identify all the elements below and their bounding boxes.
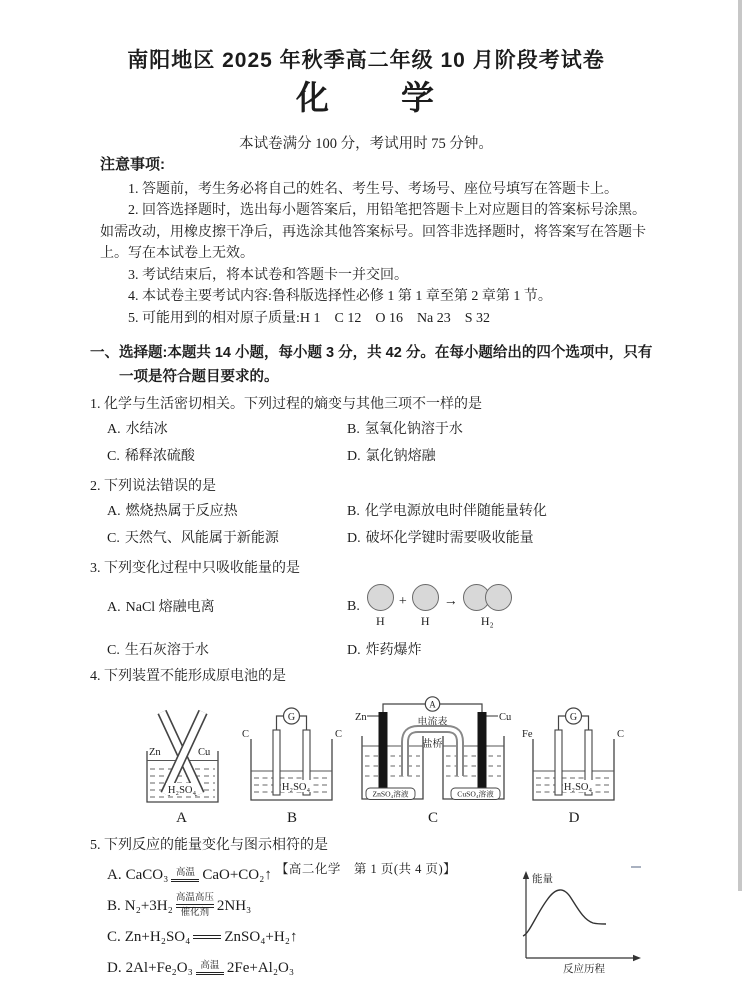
- copper-electrode: [478, 712, 487, 792]
- ammeter-label: 电流表: [417, 717, 448, 729]
- option-c: C. 生石灰溶于水: [107, 643, 209, 659]
- x-axis-arrow: [633, 955, 641, 961]
- solution-label: H₂SO₄: [167, 785, 197, 797]
- solution-label: H₂SO₄: [563, 782, 593, 794]
- energy-diagram: [504, 863, 654, 983]
- equation-list: [90, 859, 297, 983]
- meter-letter: A: [429, 699, 436, 710]
- paper-title: 南阳地区 2025 年秋季高二年级 10 月阶段考试卷: [127, 49, 605, 72]
- cell-diagrams: [90, 696, 656, 830]
- equation-a: A. CaCO₃ 高温 CaO+CO₂↑: [107, 866, 272, 883]
- energy-curve: [523, 890, 606, 936]
- solution-label: CuSO₄溶液: [457, 790, 494, 800]
- notice-item-1: 1. 答题前，考生务必将自己的姓名、考生号、考场号、座位号填写在答题卡上。: [128, 181, 618, 197]
- arrow-icon: →: [443, 594, 458, 610]
- wire: [277, 716, 285, 730]
- section-header: 一、选择题:本题共 14 小题，每小题 3 分，共 42 分。在每小题给出的四个选项中，只有一项是符合题目要求的。: [90, 345, 653, 385]
- question-5: [90, 835, 656, 983]
- cell-b-diagram: [239, 703, 345, 806]
- double-bond-line: [196, 972, 224, 976]
- y-axis-label: 能量: [532, 874, 553, 886]
- option-b-molecule-diagram: B. H + H → H₂: [347, 584, 656, 630]
- double-bond-line: [193, 935, 221, 939]
- question-2-options: [90, 498, 656, 553]
- x-axis-label: 反应历程: [563, 964, 605, 976]
- electrode-label: C: [242, 729, 250, 741]
- page-footer: 【高二化学 第 1 页(共 4 页)】: [275, 862, 457, 876]
- question-3: [90, 558, 656, 661]
- option-a: A. NaCl 熔融电离: [107, 599, 215, 615]
- cell-a-caption: A: [176, 810, 187, 827]
- cell-c-diagram: [355, 696, 511, 806]
- option-c: C. 稀释浓硫酸: [107, 449, 195, 465]
- notice-item-3: 3. 考试结束后，将本试卷和答题卡一并交回。: [128, 267, 408, 283]
- scan-artifact: [631, 866, 641, 868]
- question-4-stem: 4. 下列装置不能形成原电池的是: [90, 669, 286, 685]
- cell-a-diagram: [134, 703, 229, 806]
- notice-block: [100, 154, 656, 329]
- notice-title: 注意事项:: [100, 156, 165, 173]
- reaction-condition-sign: 高温: [171, 868, 199, 883]
- iron-electrode: [555, 730, 562, 795]
- carbon-electrode: [273, 730, 280, 795]
- electrode-label: C: [334, 729, 342, 741]
- question-3-stem: 3. 下列变化过程中只吸收能量的是: [90, 560, 300, 576]
- wire: [299, 716, 307, 730]
- option-c: C. 天然气、风能属于新能源: [107, 531, 279, 547]
- salt-bridge: [405, 729, 460, 776]
- option-d: D. 破坏化学键时需要吸收能量: [347, 531, 534, 547]
- question-1-stem: 1. 化学与生活密切相关。下列过程的熵变与其他三项不一样的是: [90, 396, 482, 412]
- energy-diagram-svg: [504, 863, 654, 975]
- notice-item-4: 4. 本试卷主要考试内容:鲁科版选择性必修 1 第 1 章至第 2 章第 1 节。: [128, 289, 552, 305]
- salt-bridge-inner: [405, 729, 460, 776]
- electrode-label: Cu: [198, 747, 211, 759]
- solution-label: ZnSO₄溶液: [372, 790, 409, 800]
- electrode-label: Zn: [149, 747, 161, 759]
- question-1-options: [90, 416, 656, 471]
- wire: [559, 716, 567, 730]
- scan-edge: [738, 0, 742, 891]
- solution-label: H₂SO₄: [281, 782, 311, 794]
- cell-d-diagram: [521, 703, 627, 806]
- plus-sign: +: [398, 594, 407, 610]
- electrode-label: Zn: [355, 712, 367, 724]
- cell-a: [134, 703, 229, 830]
- wire: [383, 704, 425, 714]
- subject-title: 化 学: [296, 81, 436, 117]
- option-b: B. 化学电源放电时伴随能量转化: [347, 504, 547, 520]
- double-bond-line: [171, 879, 199, 883]
- cell-d-caption: D: [568, 810, 580, 827]
- meter-letter: G: [287, 712, 296, 724]
- cell-c: [355, 696, 511, 830]
- cell-d: [521, 703, 627, 830]
- wire: [581, 716, 589, 730]
- reaction-condition-sign: 高温高压 催化剂: [175, 893, 214, 918]
- exam-meta: 本试卷满分 100 分，考试用时 75 分钟。: [239, 136, 493, 152]
- zinc-electrode: [379, 712, 388, 792]
- option-d: D. 炸药爆炸: [347, 643, 422, 659]
- notice-item-2: 2. 回答选择题时，选出每小题答案后，用铅笔把答题卡上对应题目的答案标号涂黑。如需改动，用橡皮擦干净后，再选涂其他答案标号。回答非选择题时，将答案写在答题卡上。写在本试卷上无效。: [100, 203, 646, 262]
- h-atom: H: [412, 584, 439, 630]
- notice-item-5: 5. 可能用到的相对原子质量:H 1 C 12 O 16 Na 23 S 32: [128, 310, 491, 326]
- reaction-condition-sign: [193, 935, 221, 939]
- salt-bridge-label: 盐桥: [422, 739, 443, 751]
- equation-b: B. N₂+3H₂ 高温高压 催化剂 2NH₃: [107, 893, 252, 918]
- option-a: A. 燃烧热属于反应热: [107, 504, 238, 520]
- cell-b: [239, 703, 345, 830]
- h2-molecule: H₂: [463, 584, 512, 630]
- question-2-stem: 2. 下列说法错误的是: [90, 478, 216, 494]
- question-3-options: [90, 584, 656, 661]
- equation-c: C. Zn+H₂SO₄ ZnSO₄+H₂↑: [107, 928, 298, 945]
- electrode-label: Cu: [499, 712, 512, 724]
- atom-circle: [367, 584, 394, 611]
- question-1: [90, 394, 656, 471]
- option-d: D. 氯化钠熔融: [347, 449, 436, 465]
- cell-c-caption: C: [427, 810, 438, 827]
- question-2: [90, 476, 656, 553]
- reaction-condition-sign: 高温: [196, 961, 224, 976]
- option-b: B. 氢氧化钠溶于水: [347, 422, 463, 438]
- question-5-stem: 5. 下列反应的能量变化与图示相符的是: [90, 837, 328, 853]
- electrode-label: C: [616, 729, 624, 741]
- h-atom: H: [367, 584, 394, 630]
- meter-letter: G: [569, 712, 578, 724]
- equation-d: D. 2Al+Fe₂O₃ 高温 2Fe+Al₂O₃: [107, 959, 295, 976]
- electrode-label: Fe: [522, 729, 533, 741]
- atom-circle: [485, 584, 512, 611]
- question-5-body: [90, 859, 656, 983]
- atom-circle: [412, 584, 439, 611]
- cell-b-caption: B: [286, 810, 297, 827]
- wire: [440, 704, 482, 714]
- question-4: [90, 666, 656, 830]
- option-a: A. 水结冰: [107, 422, 168, 438]
